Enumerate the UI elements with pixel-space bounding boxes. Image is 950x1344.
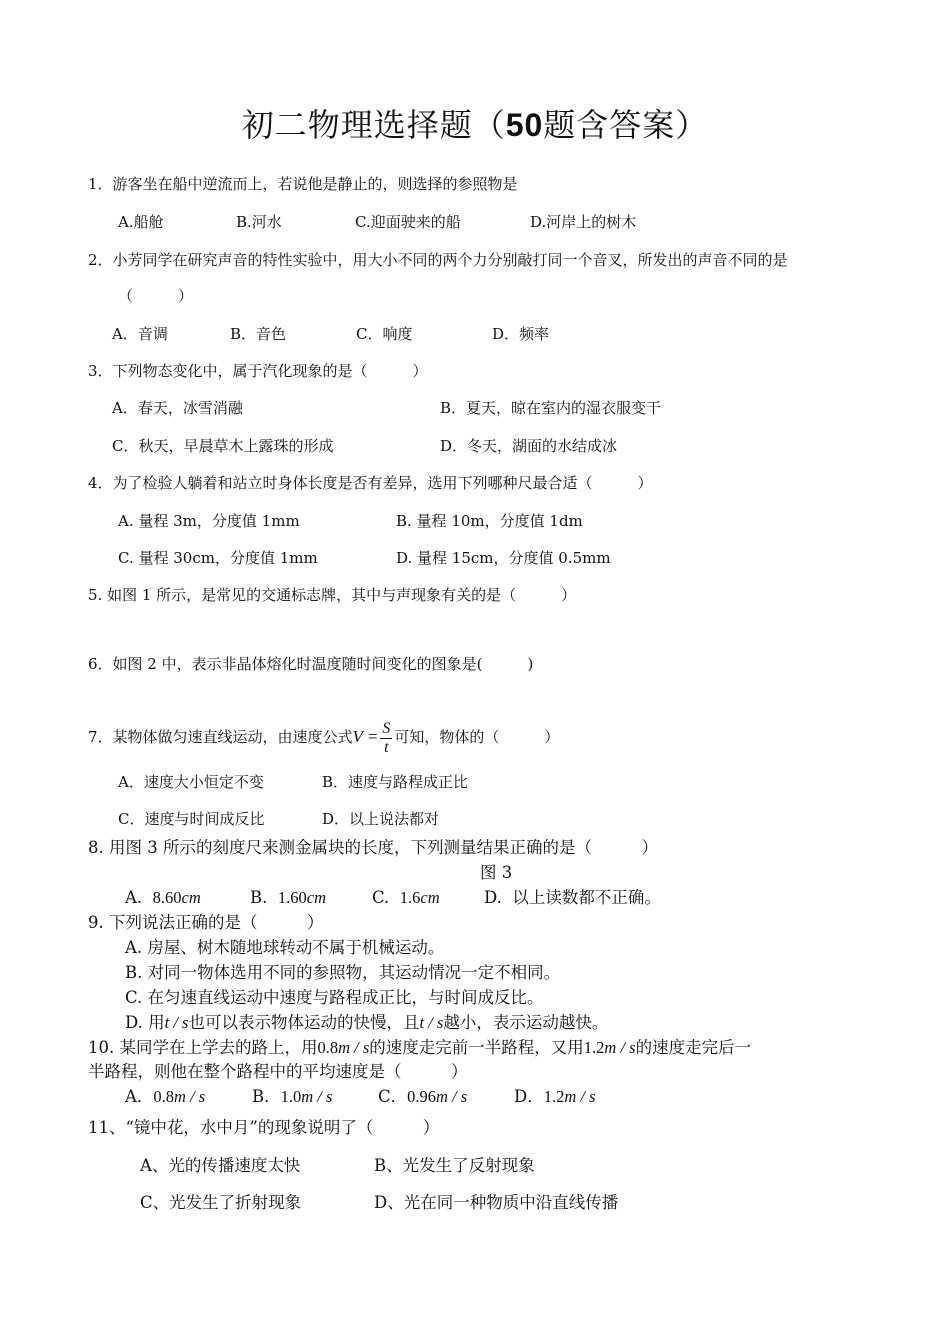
- speed-formula-fraction: [380, 720, 392, 757]
- q3-option-c: C．秋天，早晨草木上露珠的形成: [112, 437, 334, 455]
- q11-option-d: D、光在同一种物质中沿直线传播: [374, 1193, 619, 1212]
- q7-option-c: C．速度与时间成反比: [118, 810, 265, 828]
- question-3-stem: 3．下列物态变化中，属于汽化现象的是（ ）: [88, 362, 428, 380]
- q3-option-d: D．冬天，湖面的水结成冰: [440, 437, 618, 455]
- q10-option-d-letter: D．: [514, 1087, 544, 1106]
- q9-option-d-unit-1: t / s: [164, 1013, 189, 1032]
- q9-option-b: B. 对同一物体选用不同的参照物，其运动情况一定不相同。: [125, 963, 561, 982]
- q7-stem-suffix: 可知，物体的（ ）: [394, 728, 560, 746]
- title-suffix: 题含答案）: [543, 106, 709, 144]
- q10-speed-1-unit: m / s: [338, 1038, 370, 1057]
- q7-option-d: D．以上说法都对: [322, 810, 440, 828]
- question-8-stem: 8. 用图 3 所示的刻度尺来测金属块的长度，下列测量结果正确的是（ ）: [88, 838, 658, 857]
- title-count: 50: [505, 107, 544, 143]
- question-11-stem: 11、“镜中花，水中月”的现象说明了（ ）: [88, 1118, 440, 1137]
- q10-stem-middle: 的速度走完前一半路程，又用: [369, 1038, 584, 1057]
- question-4-stem: 4．为了检验人躺着和站立时身体长度是否有差异，选用下列哪种尺最合适（ ）: [88, 474, 653, 492]
- q10-speed-2-value: 1.2: [583, 1038, 605, 1057]
- page-title: [0, 100, 950, 146]
- question-7-stem: [88, 714, 559, 760]
- q9-option-d-prefix: D. 用: [125, 1013, 165, 1032]
- q3-option-b: B．夏天，晾在室内的湿衣服变干: [440, 399, 662, 417]
- q1-option-b: B.河水: [236, 213, 282, 231]
- question-9-stem: 9. 下列说法正确的是（ ）: [88, 913, 324, 932]
- q10-speed-1-value: 0.8: [317, 1038, 339, 1057]
- q9-option-d-middle: 也可以表示物体运动的快慢，且: [188, 1013, 420, 1032]
- q10-option-b: [252, 1087, 332, 1107]
- q11-option-b: B、光发生了反射现象: [374, 1156, 535, 1175]
- q2-answer-paren: （ ）: [118, 287, 194, 305]
- question-1-stem: 1．游客坐在船中逆流而上，若说他是静止的，则选择的参照物是: [88, 175, 518, 193]
- speed-formula-lhs: V =: [352, 727, 379, 746]
- q10-option-a-value: 0.8: [153, 1087, 175, 1106]
- q2-option-d: D．频率: [492, 325, 550, 343]
- q1-option-d: D.河岸上的树木: [530, 213, 637, 231]
- q8-option-b-unit: cm: [306, 888, 326, 907]
- q8-option-c-unit: cm: [420, 888, 440, 907]
- formula-denominator: t: [384, 738, 389, 756]
- q4-option-d: D. 量程 15cm，分度值 0.5mm: [396, 549, 611, 567]
- title-prefix: 初二物理选择题（: [241, 106, 506, 144]
- q8-option-b-value: 1.60: [277, 888, 307, 907]
- q4-option-b: B. 量程 10m，分度值 1dm: [396, 512, 583, 530]
- q10-option-b-value: 1.0: [280, 1087, 302, 1106]
- q8-option-a: [125, 888, 201, 908]
- q2-option-c: C．响度: [356, 325, 413, 343]
- q10-speed-2-unit: m / s: [604, 1038, 636, 1057]
- q10-stem-prefix: 10. 某同学在上学去的路上，用: [88, 1038, 318, 1057]
- q8-option-d-value: 以上读数都不正确。: [512, 888, 661, 907]
- q10-option-a: [125, 1087, 205, 1107]
- q9-option-d-unit-2: t / s: [419, 1013, 444, 1032]
- q7-option-b: B．速度与路程成正比: [322, 773, 469, 791]
- q9-option-a: A. 房屋、树木随地球转动不属于机械运动。: [125, 938, 445, 957]
- q8-option-c-value: 1.6: [399, 888, 421, 907]
- q1-option-a: A.船舱: [118, 213, 164, 231]
- q10-option-b-unit: m / s: [301, 1087, 333, 1106]
- q10-option-c-value: 0.96: [407, 1087, 436, 1106]
- q10-option-d: [514, 1087, 596, 1107]
- q10-option-a-letter: A．: [125, 1087, 154, 1106]
- q10-option-c-unit: m / s: [436, 1087, 468, 1106]
- question-10-stem-line-2: 半路程，则他在整个路程中的平均速度是（ ）: [88, 1062, 468, 1081]
- q11-option-a: A、光的传播速度太快: [140, 1156, 301, 1175]
- q4-option-a: A. 量程 3m，分度值 1mm: [118, 512, 300, 530]
- q8-option-b-letter: B.: [250, 888, 268, 907]
- q10-option-d-unit: m / s: [564, 1087, 596, 1106]
- q11-option-c: C、光发生了折射现象: [140, 1193, 302, 1212]
- q8-option-a-letter: A.: [125, 888, 143, 907]
- q10-option-b-letter: B．: [252, 1087, 281, 1106]
- question-6-stem: 6．如图 2 中，表示非晶体熔化时温度随时间变化的图象是( ): [88, 655, 534, 673]
- q9-option-c: C. 在匀速直线运动中速度与路程成正比，与时间成反比。: [125, 988, 544, 1007]
- q10-option-d-value: 1.2: [543, 1087, 565, 1106]
- q8-option-d-letter: D.: [484, 888, 502, 907]
- q10-option-c-letter: C．: [378, 1087, 408, 1106]
- q8-option-c: [372, 888, 440, 908]
- q10-stem-suffix: 的速度走完后一: [635, 1038, 752, 1057]
- q8-option-a-unit: cm: [181, 888, 201, 907]
- q7-stem-prefix: 7．某物体做匀速直线运动，由速度公式: [88, 728, 353, 746]
- q2-option-a: A．音调: [112, 325, 168, 343]
- q7-option-a: A．速度大小恒定不变: [118, 773, 264, 791]
- q8-option-c-letter: C.: [372, 888, 390, 907]
- q1-option-c: C.迎面驶来的船: [355, 213, 461, 231]
- q9-option-d-suffix: 越小，表示运动越快。: [443, 1013, 609, 1032]
- q2-option-b: B．音色: [230, 325, 287, 343]
- question-5-stem: 5. 如图 1 所示，是常见的交通标志牌，其中与声现象有关的是（ ）: [88, 586, 577, 604]
- q8-option-d: [484, 888, 661, 908]
- question-2-stem: 2．小芳同学在研究声音的特性实验中，用大小不同的两个力分别敲打同一个音叉，所发出的声音不同的是: [88, 251, 788, 269]
- q10-option-c: [378, 1087, 467, 1107]
- question-10-stem: [88, 1038, 751, 1058]
- q3-option-a: A．春天，冰雪消融: [112, 399, 243, 417]
- q10-option-a-unit: m / s: [174, 1087, 206, 1106]
- q8-option-a-value: 8.60: [152, 888, 182, 907]
- q8-option-b: [250, 888, 326, 908]
- q9-option-d: [125, 1013, 608, 1033]
- formula-numerator: S: [382, 719, 391, 737]
- q4-option-c: C. 量程 30cm，分度值 1mm: [118, 549, 318, 567]
- figure-3-label: 图 3: [480, 863, 513, 882]
